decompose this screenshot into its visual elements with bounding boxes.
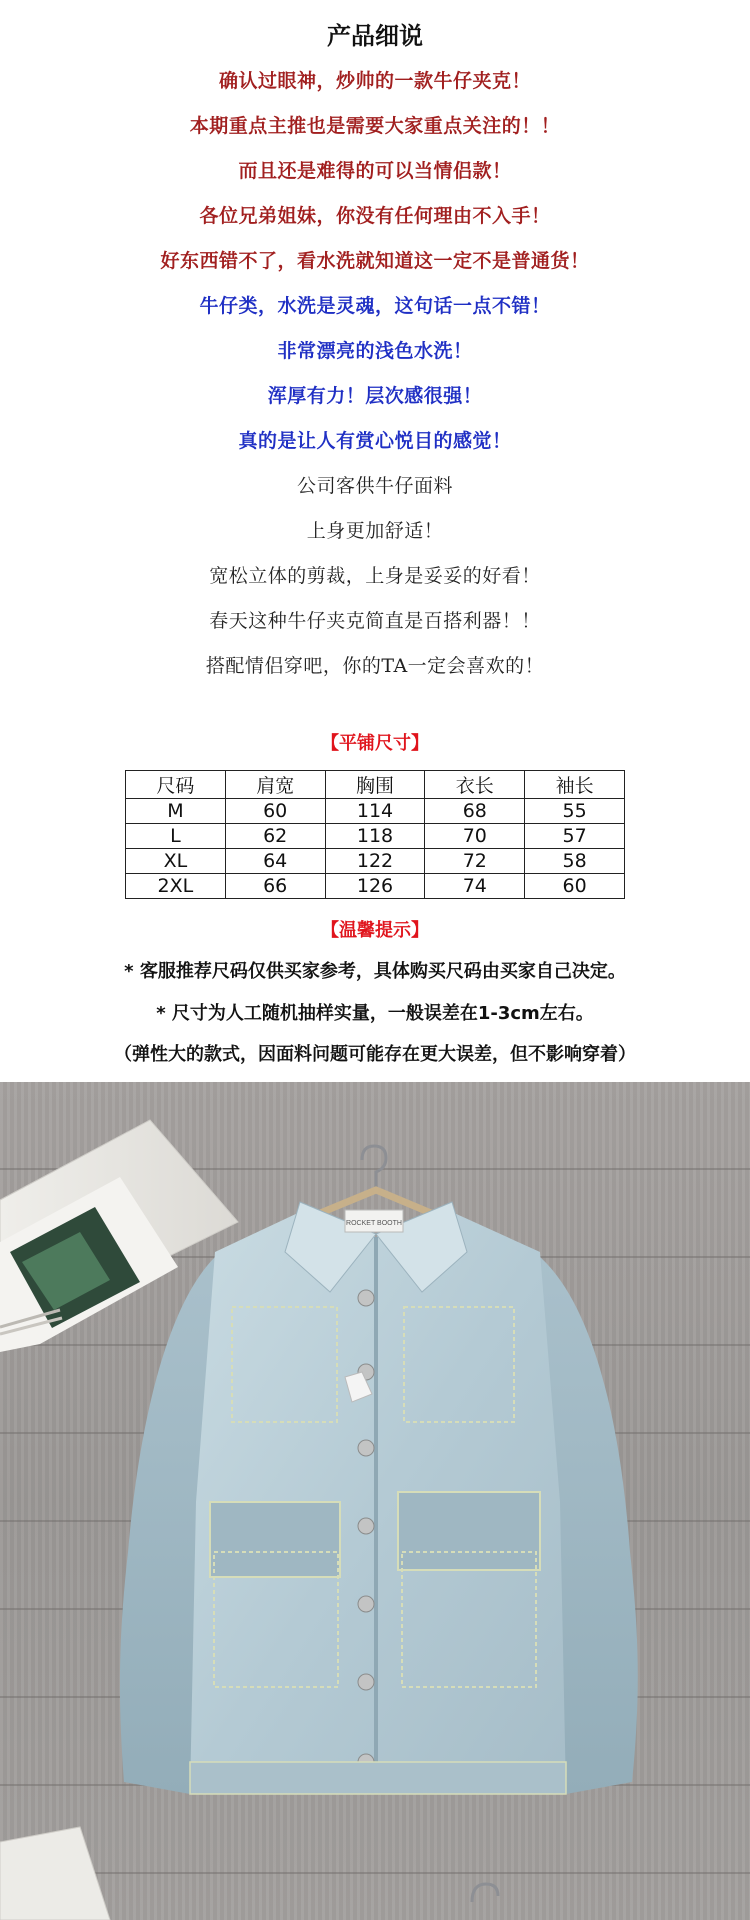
size-header-cell: 肩宽 [225,771,325,799]
size-header-cell: 胸围 [325,771,425,799]
tip-line: （弹性大的款式，因面料问题可能存在更大误差，但不影响穿着） [114,1044,636,1065]
desc-line: 本期重点主推也是需要大家重点关注的！！ [189,115,561,137]
desc-line: 真的是让人有赏心悦目的感觉！ [238,430,512,452]
size-cell: 114 [325,799,425,824]
size-table [125,770,625,899]
desc-line: 浑厚有力！层次感很强！ [267,385,483,407]
desc-line: 上身更加舒适！ [306,520,444,542]
size-header-cell: 衣长 [425,771,525,799]
desc-line: 春天这种牛仔夹克简直是百搭利器！！ [209,610,541,632]
section-title: 产品细说 [327,22,423,50]
desc-line: 各位兄弟姐妹，你没有任何理由不入手！ [199,205,551,227]
size-cell: 68 [425,799,525,824]
size-table-header [126,771,625,799]
tips-heading: 【温馨提示】 [321,920,429,941]
denim-jacket [120,1202,638,1794]
size-cell: 58 [525,849,625,874]
table-row [126,849,625,874]
size-cell: 72 [425,849,525,874]
size-cell: 66 [225,874,325,899]
size-header-cell: 尺码 [126,771,226,799]
jacket-label-text: ROCKET BOOTH [346,1220,402,1227]
size-cell: 55 [525,799,625,824]
desc-line: 牛仔类，水洗是灵魂，这句话一点不错！ [199,295,551,317]
table-row [126,824,625,849]
tip-line: * 客服推荐尺码仅供买家参考，具体购买尺码由买家自己决定。 [124,961,626,982]
size-cell: 64 [225,849,325,874]
size-cell: 118 [325,824,425,849]
size-cell: XL [126,849,226,874]
size-cell: 70 [425,824,525,849]
size-heading: 【平铺尺寸】 [321,733,429,754]
tip-line: * 尺寸为人工随机抽样实量，一般误差在1-3cm左右。 [156,1003,594,1024]
size-cell: 62 [225,824,325,849]
size-cell: 60 [525,874,625,899]
table-row [126,799,625,824]
desc-line: 好东西错不了，看水洗就知道这一定不是普通货！ [160,250,590,272]
size-cell: 74 [425,874,525,899]
product-photo [0,1082,750,1920]
desc-line: 确认过眼神，炒帅的一款牛仔夹克！ [218,70,531,92]
size-cell: 126 [325,874,425,899]
size-cell: 60 [225,799,325,824]
desc-line: 宽松立体的剪裁，上身是妥妥的好看！ [209,565,541,587]
size-cell: 122 [325,849,425,874]
desc-line: 搭配情侣穿吧，你的TA一定会喜欢的！ [205,655,545,677]
size-cell: L [126,824,226,849]
table-row [126,874,625,899]
size-cell: M [126,799,226,824]
desc-line: 而且还是难得的可以当情侣款！ [238,160,512,182]
magazine-bottom [0,1827,498,1920]
size-cell: 2XL [126,874,226,899]
desc-line: 非常漂亮的浅色水洗！ [277,340,473,362]
denim-jacket-photo [0,1082,750,1920]
desc-line: 公司客供牛仔面料 [296,475,453,497]
size-header-cell: 袖长 [525,771,625,799]
size-cell: 57 [525,824,625,849]
